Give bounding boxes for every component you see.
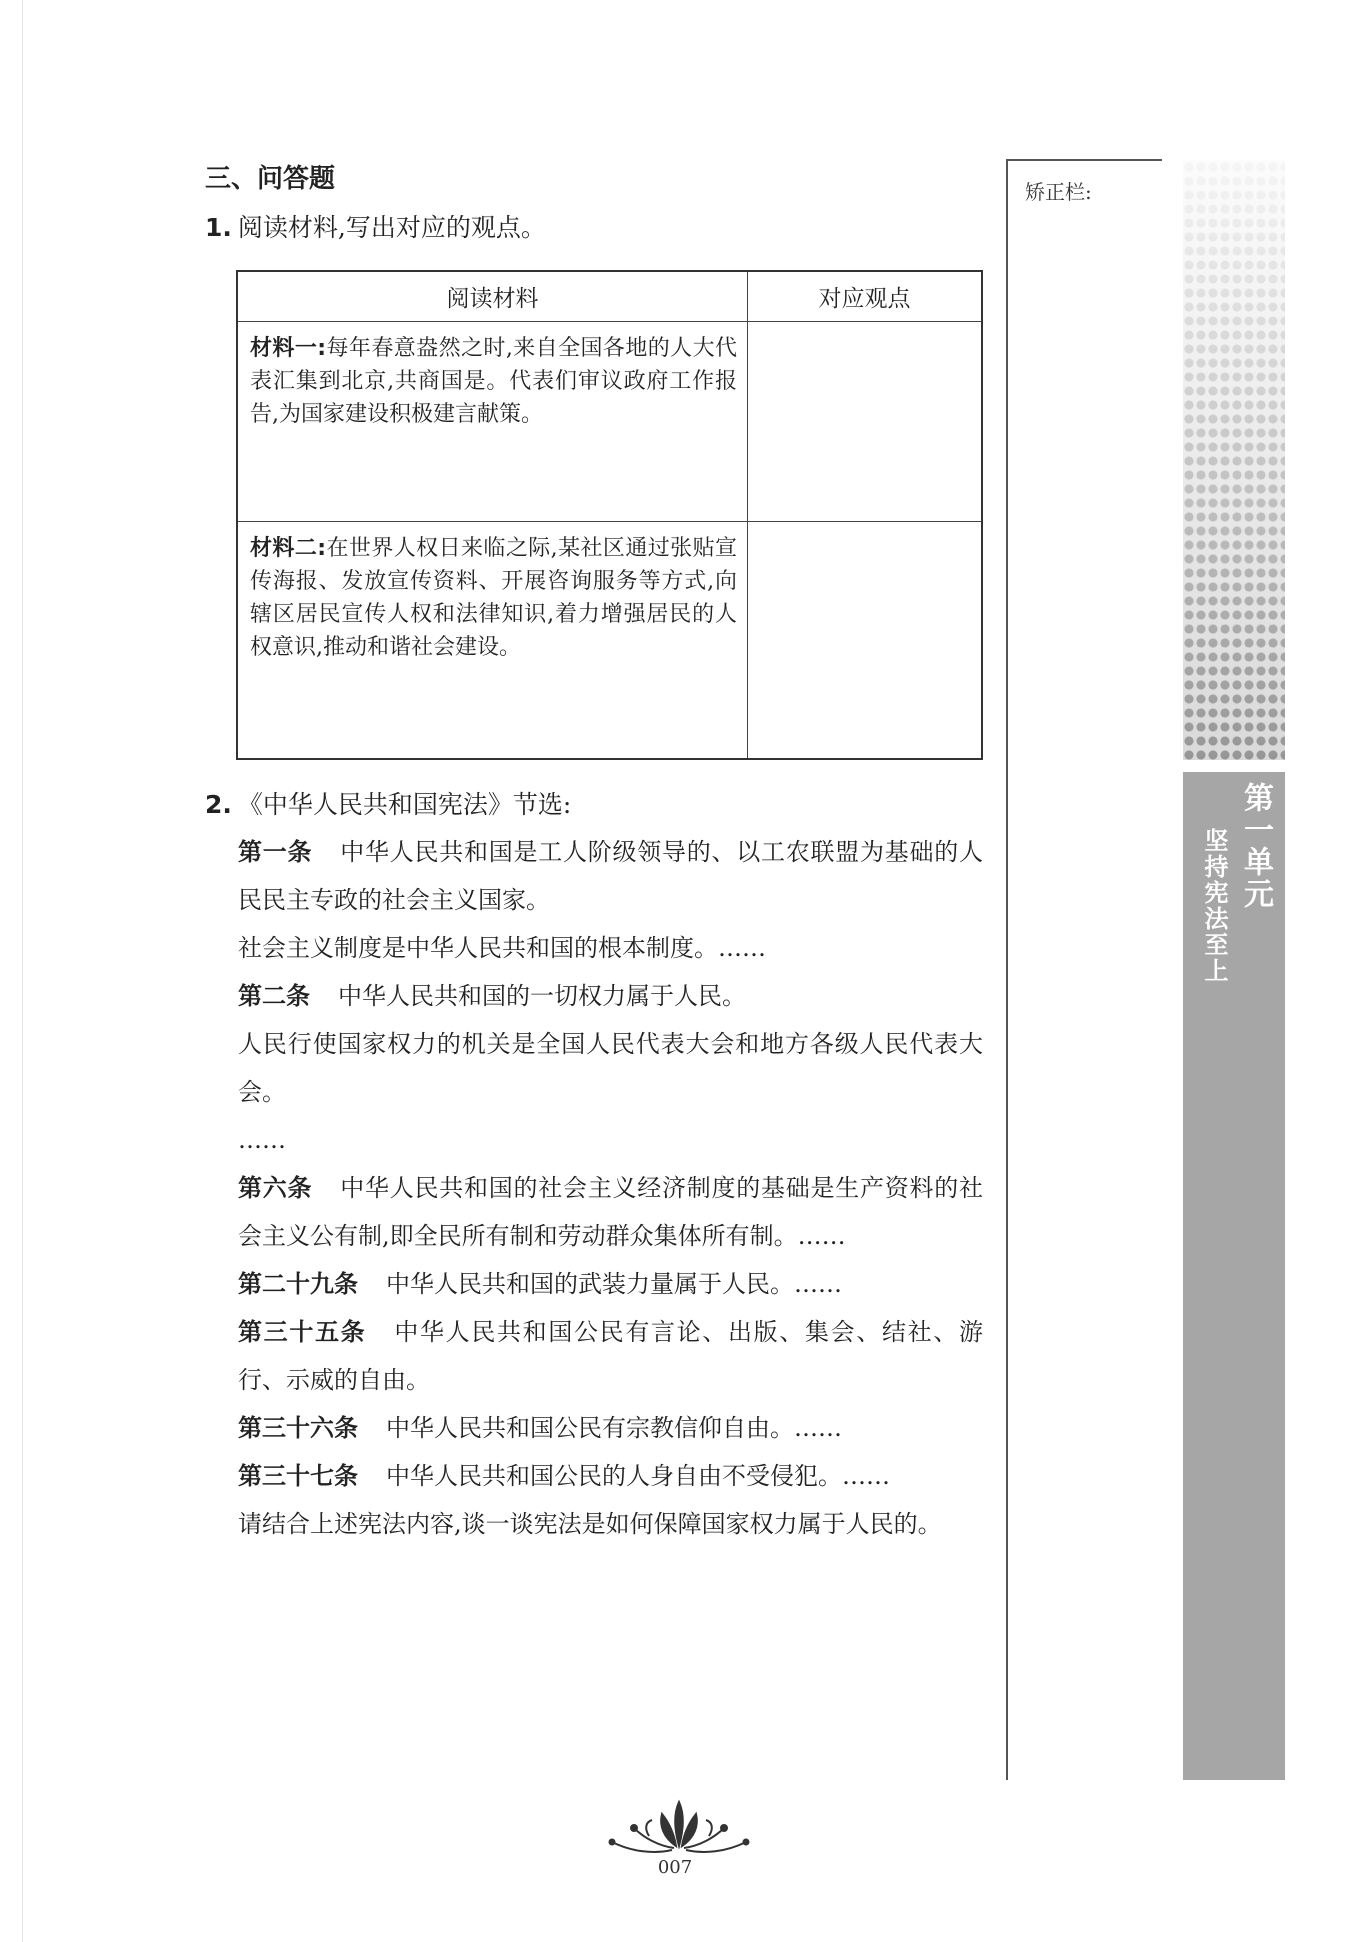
article-paragraph	[238, 972, 983, 1020]
article-number: 第二条	[238, 982, 310, 1010]
article-text: 社会主义制度是中华人民共和国的根本制度。……	[238, 934, 766, 962]
article-number: 第三十五条	[238, 1318, 367, 1346]
article-text: 中华人民共和国公民的人身自由不受侵犯。……	[386, 1462, 890, 1490]
section-title: 三、问答题	[205, 164, 336, 194]
unit-subtitle: 坚持宪法至上	[1200, 828, 1228, 984]
article-number: 第二十九条	[238, 1270, 358, 1298]
answer-1-cell[interactable]	[748, 322, 983, 522]
page-edge-line	[22, 0, 23, 1942]
article-text: 中华人民共和国的武装力量属于人民。……	[386, 1270, 842, 1298]
article-number: 第三十六条	[238, 1414, 358, 1442]
table-row	[237, 322, 982, 522]
correction-column-rule	[1006, 160, 1008, 1780]
answer-2-cell[interactable]	[748, 522, 983, 760]
article-paragraph	[238, 1308, 983, 1404]
header-materials: 阅读材料	[237, 271, 748, 322]
article-number: 第一条	[238, 838, 313, 866]
material-1-cell	[237, 322, 748, 522]
question-2-number: 2.	[205, 790, 232, 819]
material-2-label: 材料二:	[250, 536, 327, 561]
question-1	[205, 208, 546, 244]
page-number: 007	[657, 1857, 693, 1878]
unit-title: 第一单元	[1238, 782, 1273, 910]
question-2-prompt: 请结合上述宪法内容,谈一谈宪法是如何保障国家权力属于人民的。	[238, 1510, 942, 1538]
table-header-row	[237, 271, 982, 322]
materials-table	[236, 270, 983, 760]
material-1-label: 材料一:	[250, 336, 327, 361]
question-2-text: 《中华人民共和国宪法》节选:	[237, 790, 572, 819]
correction-column-top-rule	[1006, 159, 1162, 161]
article-text: 中华人民共和国的社会主义经济制度的基础是生产资料的社会主义公有制,即全民所有制和劳动群众集体所有制。……	[238, 1174, 983, 1250]
article-paragraph	[238, 1452, 983, 1500]
floral-ornament-icon	[604, 1798, 754, 1858]
article-paragraph	[238, 1164, 983, 1260]
material-2-text: 在世界人权日来临之际,某社区通过张贴宣传海报、发放宣传资料、开展咨询服务等方式,向辖区居民宣传人权和法律知识,着力增强居民的人权意识,推动和谐社会建设。	[250, 536, 737, 660]
article-text: ……	[238, 1126, 286, 1154]
constitution-excerpt	[238, 828, 983, 1548]
question-1-number: 1.	[205, 213, 232, 242]
article-paragraph	[238, 924, 983, 972]
article-text: 中华人民共和国公民有言论、出版、集会、结社、游行、示威的自由。	[238, 1318, 984, 1394]
header-viewpoints: 对应观点	[748, 271, 983, 322]
material-1-text: 每年春意盎然之时,来自全国各地的人大代表汇集到北京,共商国是。代表们审议政府工作报告,为国家建设积极建言献策。	[250, 336, 737, 427]
article-text: 中华人民共和国公民有宗教信仰自由。……	[386, 1414, 842, 1442]
article-number: 第三十七条	[238, 1462, 358, 1490]
article-text: 人民行使国家权力的机关是全国人民代表大会和地方各级人民代表大会。	[238, 1030, 983, 1106]
table-row	[237, 522, 982, 760]
correction-column-label: 矫正栏:	[1025, 180, 1092, 204]
article-number: 第六条	[238, 1174, 313, 1202]
article-paragraph	[238, 1116, 983, 1164]
article-text: 中华人民共和国的一切权力属于人民。	[338, 982, 746, 1010]
article-paragraph	[238, 828, 983, 924]
article-paragraph	[238, 1404, 983, 1452]
article-paragraph	[238, 1260, 983, 1308]
sidebar-decoration	[1183, 160, 1285, 760]
article-paragraph	[238, 1020, 983, 1116]
question-1-text: 阅读材料,写出对应的观点。	[237, 213, 546, 242]
article-text: 中华人民共和国是工人阶级领导的、以工农联盟为基础的人民民主专政的社会主义国家。	[238, 838, 983, 914]
material-2-cell	[237, 522, 748, 760]
question-2	[205, 785, 571, 821]
